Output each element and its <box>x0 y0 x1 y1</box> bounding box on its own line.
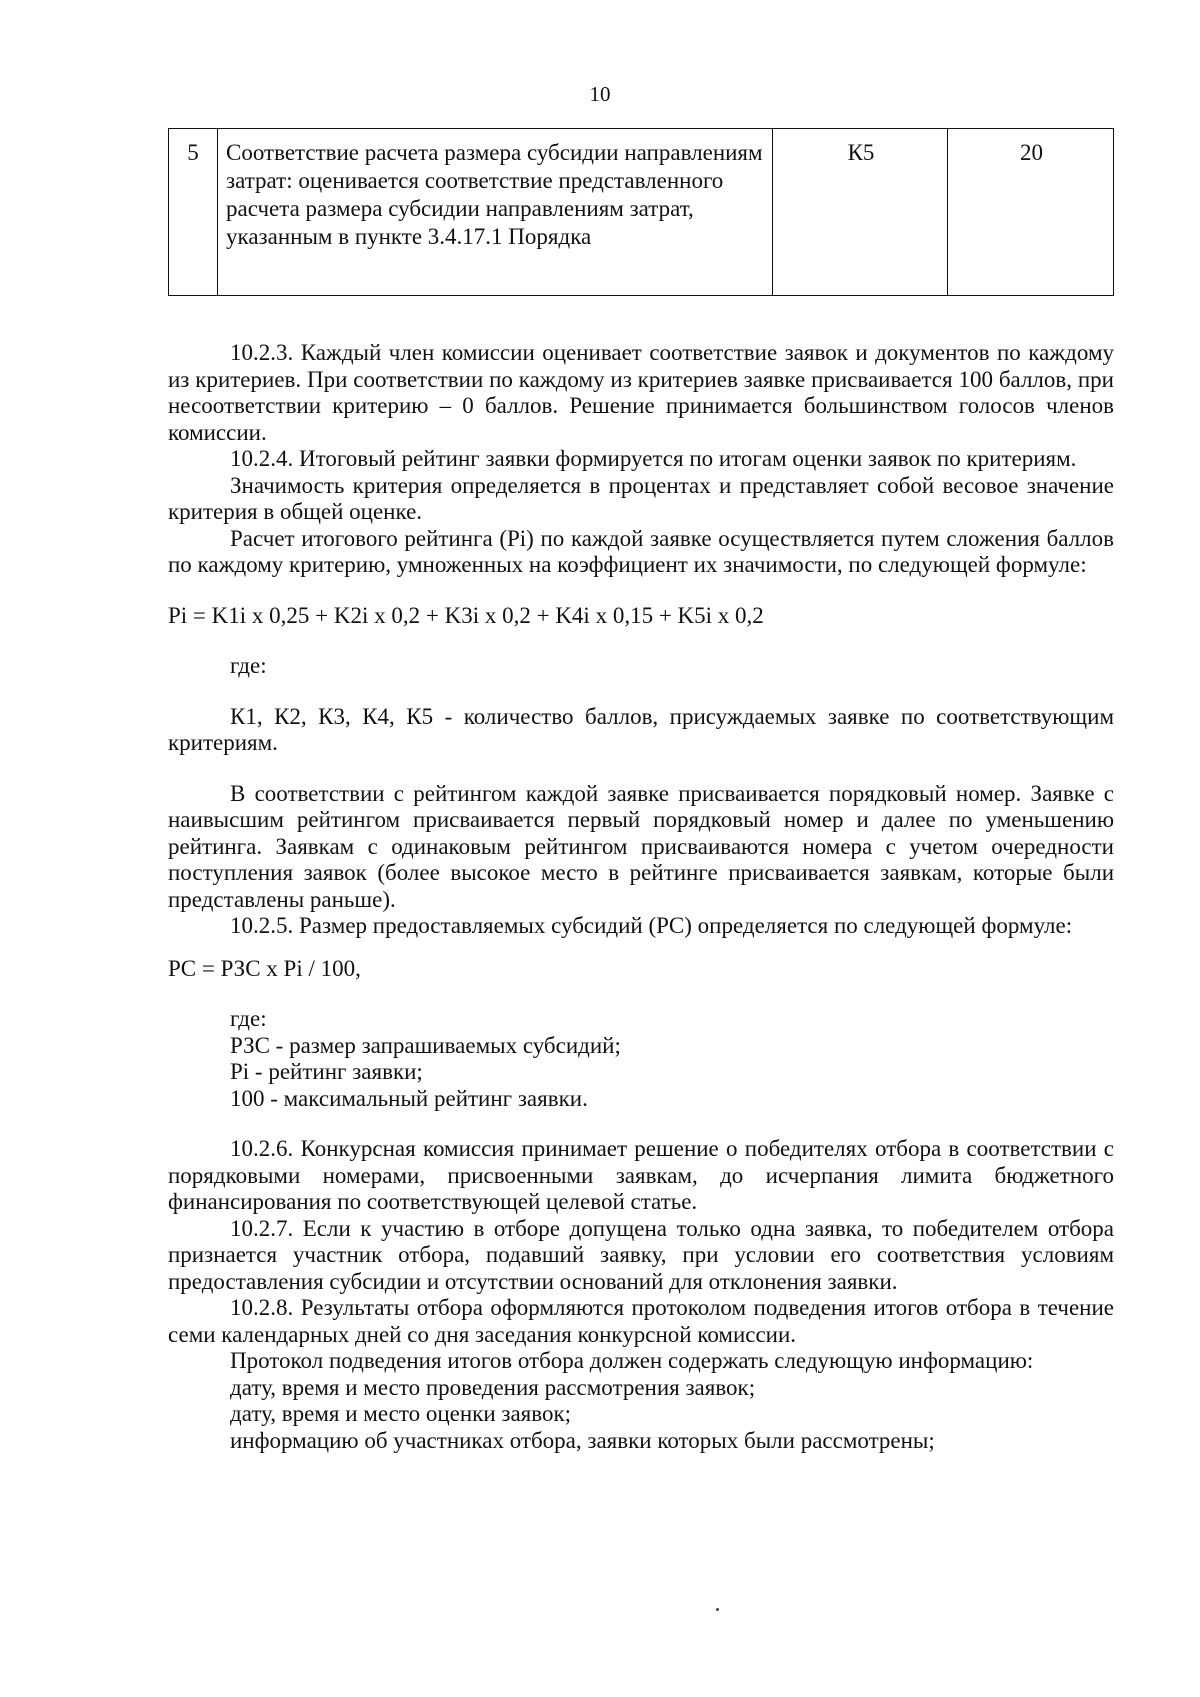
definition-rzs: РЗС - размер запрашиваемых субсидий; <box>230 1032 621 1058</box>
rating-formula: Pi = K1i x 0,25 + K2i x 0,2 + K3i x 0,2 + K4i x 0,15 + K5i x 0,2 <box>168 602 764 628</box>
criteria-table <box>168 128 1114 296</box>
definition-max: 100 - максимальный рейтинг заявки. <box>230 1085 588 1111</box>
paragraph-ordering: В соответствии с рейтингом каждой заявке присваивается порядковый номер. Заявке с наивысшим рейтингом присваивается первый порядковый номер и далее по уменьшению рейтинга. Заявкам с одинаковым рейтингом присваиваются номера с учетом очередности поступления заявок (более высокое место в рейтинге присваивается заявкам, которые были представлены раньше). <box>168 780 1114 912</box>
paragraph-protocol: Протокол подведения итогов отбора должен содержать следующую информацию: <box>230 1348 1034 1373</box>
paragraph-significance: Значимость критерия определяется в процентах и представляет собой весовое значение критерия в общей оценке. <box>168 472 1114 524</box>
table-row <box>169 129 1114 296</box>
paragraph-10-2-7: 10.2.7. Если к участию в отборе допущена только одна заявка, то победителем отбора признается участник отбора, подавший заявку, при условии его соответствия условиям предоставления субсидии и отсутствии оснований для отклонения заявки. <box>168 1215 1114 1294</box>
paragraph-10-2-4: 10.2.4. Итоговый рейтинг заявки формируется по итогам оценки заявок по критериям. <box>230 446 1077 471</box>
scan-speck <box>716 1608 719 1611</box>
protocol-item-1: дату, время и место проведения рассмотрения заявок; <box>230 1374 756 1400</box>
where-label-2: где: <box>230 1006 267 1031</box>
paragraph-10-2-5: 10.2.5. Размер предоставляемых субсидий (PC) определяется по следующей формуле: <box>230 913 1073 938</box>
paragraph-10-2-6: 10.2.6. Конкурсная комиссия принимает решение о победителях отбора в соответствии с порядковыми номерами, присвоенными заявкам, до исчерпания лимита бюджетного финансирования по соответствующей целевой статье. <box>168 1136 1114 1214</box>
subsidy-formula: PC = РЗС x Pi / 100, <box>168 955 361 981</box>
paragraph-10-2-3: 10.2.3. Каждый член комиссии оценивает соответствие заявок и документов по каждому из критериев. При соответствии по каждому из критериев заявке присваивается 100 баллов, при несоответствии критерию – 0 баллов. Решение принимается большинством голосов членов комиссии. <box>168 340 1114 445</box>
definition-pi: Pi - рейтинг заявки; <box>230 1059 423 1084</box>
document-body <box>168 340 1114 1454</box>
criterion-description: Соответствие расчета размера субсидии направлениям затрат: оценивается соответствие представленного расчета размера субсидии направлениям затрат, указанным в пункте 3.4.17.1 Порядка <box>218 129 773 296</box>
where-label: где: <box>230 653 267 678</box>
criterion-weight: 20 <box>948 129 1114 296</box>
paragraph-10-2-8: 10.2.8. Результаты отбора оформляются протоколом подведения итогов отбора в течение семи календарных дней со дня заседания конкурсной комиссии. <box>168 1295 1114 1347</box>
protocol-item-3: информацию об участниках отбора, заявки которых были рассмотрены; <box>230 1427 935 1453</box>
paragraph-rating-calc: Расчет итогового рейтинга (Pi) по каждой заявке осуществляется путем сложения баллов по каждому критерию, умноженных на коэффициент их значимости, по следующей формуле: <box>168 525 1114 577</box>
criterion-code: К5 <box>773 129 948 296</box>
page-number: 10 <box>589 82 611 106</box>
protocol-item-2: дату, время и место оценки заявок; <box>230 1401 572 1426</box>
paragraph-k-definitions: К1, К2, К3, К4, К5 - количество баллов, присуждаемых заявке по соответствующим критериям. <box>168 703 1114 755</box>
criterion-number: 5 <box>169 129 218 296</box>
